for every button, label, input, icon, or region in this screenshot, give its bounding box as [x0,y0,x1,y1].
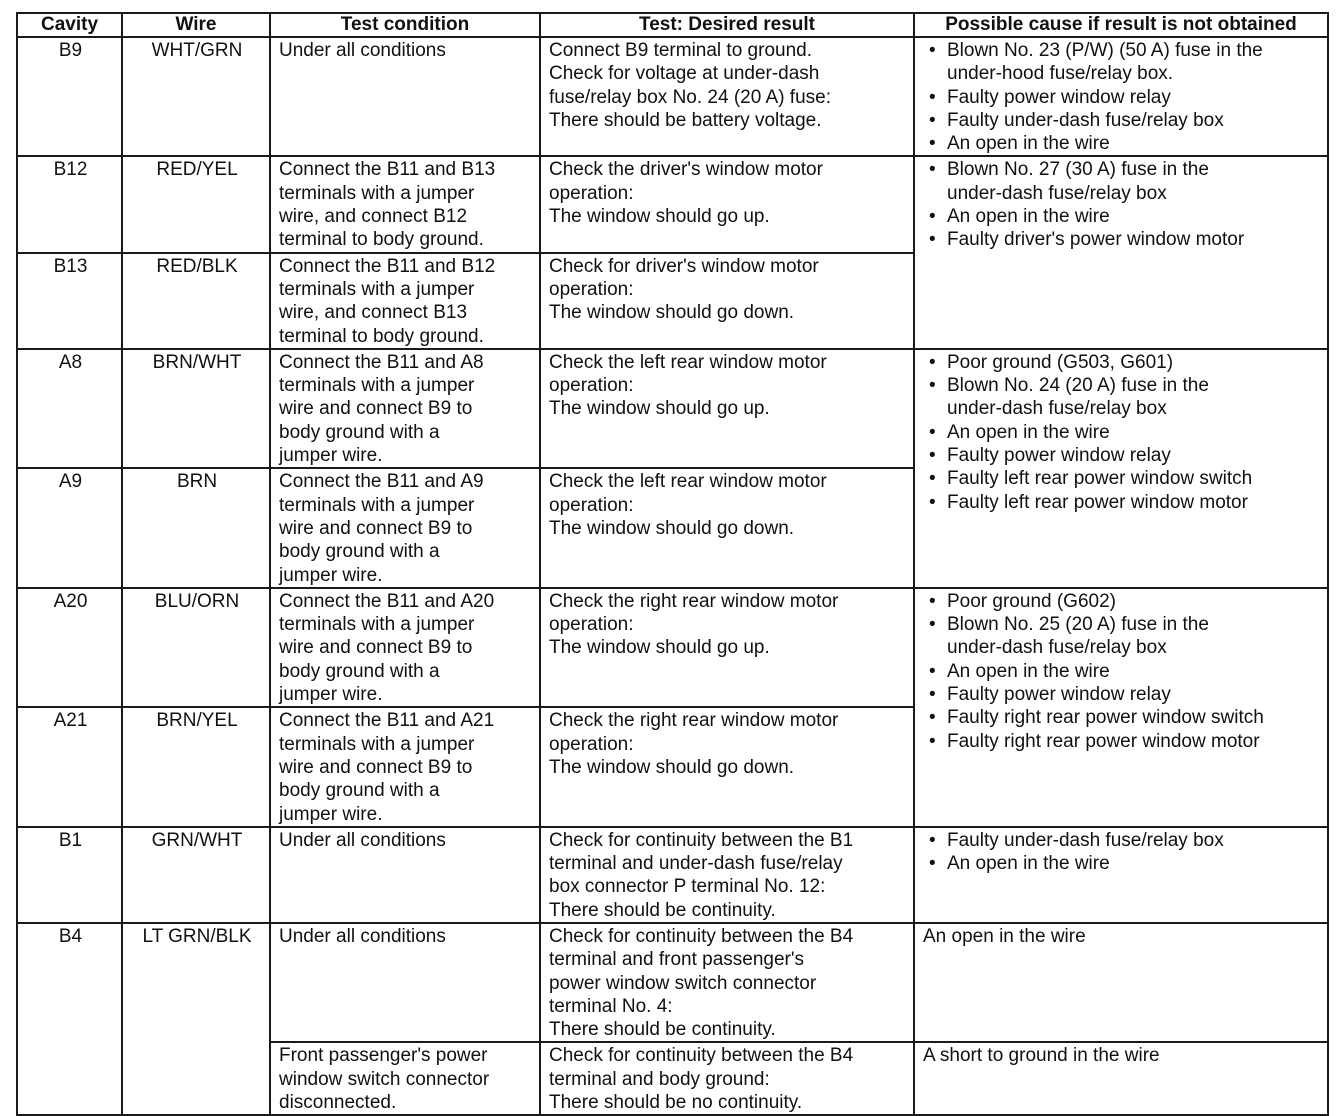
cause-item: • An open in the wire [947,852,1321,875]
cause-cell [914,588,1328,827]
header-desired-result: Test: Desired result [540,13,914,37]
cause-item: • Blown No. 23 (P/W) (50 A) fuse in the [947,39,1321,62]
result-line: operation: [549,614,634,636]
wire-cell: RED/YEL [122,156,270,252]
condition-line: Under all conditions [279,829,446,851]
condition-line: Connect the B11 and A8 [279,351,484,373]
header-row [17,13,1328,37]
wire-cell: LT GRN/BLK [122,923,270,1115]
cause-item: • Blown No. 25 (20 A) fuse in the [947,613,1321,636]
cause-item-continued: under-dash fuse/relay box [947,398,1167,420]
wire-cell: WHT/GRN [122,37,270,156]
wire-cell: GRN/WHT [122,827,270,923]
condition-cell [270,588,540,707]
cause-item: • Faulty power window relay [947,86,1321,109]
condition-cell [270,827,540,923]
condition-cell [270,253,540,349]
cause-item: • Faulty driver's power window motor [947,228,1321,251]
cavity-cell: A8 [17,349,122,468]
result-line: Check the driver's window motor [549,159,823,181]
result-line: There should be continuity. [549,1019,776,1041]
cavity-cell: B1 [17,827,122,923]
cause-cell [914,37,1328,156]
condition-line: terminals with a jumper [279,182,475,204]
condition-line: Connect the B11 and A21 [279,710,495,732]
condition-line: terminals with a jumper [279,614,475,636]
cause-item: • Faulty right rear power window motor [947,730,1321,753]
cause-item: • Poor ground (G602) [947,590,1321,613]
table-row [17,923,1328,1042]
condition-line: jumper wire. [279,684,383,706]
result-line: power window switch connector [549,972,817,994]
condition-line: body ground with a [279,780,440,802]
cause-list [923,590,1321,753]
cavity-cell: B12 [17,156,122,252]
result-line: The window should go down. [549,756,795,778]
result-line: terminal No. 4: [549,995,673,1017]
result-line: The window should go up. [549,398,770,420]
cause-cell [914,827,1328,923]
condition-line: terminal to body ground. [279,229,484,251]
condition-line: Connect the B11 and A9 [279,471,484,493]
condition-line: terminal to body ground. [279,325,484,347]
cause-item: • An open in the wire [947,421,1321,444]
result-line: terminal and under-dash fuse/relay [549,853,843,875]
cavity-cell: B4 [17,923,122,1115]
cause-item: • An open in the wire [947,660,1321,683]
condition-cell [270,37,540,156]
cavity-cell: A21 [17,707,122,826]
table-row [17,37,1328,156]
condition-line: Connect the B11 and A20 [279,590,495,612]
condition-line: jumper wire. [279,564,383,586]
condition-line: wire and connect B9 to [279,756,473,778]
result-line: The window should go down. [549,517,795,539]
cavity-cell: B9 [17,37,122,156]
cause-item-continued: under-dash fuse/relay box [947,182,1167,204]
result-line: The window should go down. [549,302,795,324]
result-line: There should be battery voltage. [549,109,822,131]
result-line: Check the left rear window motor [549,351,827,373]
result-line: Check for continuity between the B4 [549,1045,854,1067]
result-line: Connect B9 terminal to ground. [549,40,812,61]
result-cell [540,827,914,923]
condition-line: jumper wire. [279,803,383,825]
table-row [17,827,1328,923]
result-line: operation: [549,278,634,300]
cause-item: • Faulty power window relay [947,683,1321,706]
result-cell [540,468,914,587]
cause-item: • An open in the wire [947,132,1321,155]
condition-line: Front passenger's power [279,1045,488,1067]
header-test-condition: Test condition [270,13,540,37]
condition-line: wire, and connect B12 [279,206,468,228]
result-line: Check for voltage at under-dash [549,63,820,85]
table-row [17,349,1328,468]
condition-line: wire and connect B9 to [279,517,473,539]
condition-line: terminals with a jumper [279,375,475,397]
result-line: box connector P terminal No. 12: [549,876,826,898]
wire-cell: BRN/YEL [122,707,270,826]
cavity-cell: A20 [17,588,122,707]
cause-item: • Faulty right rear power window switch [947,706,1321,729]
cavity-cell: A9 [17,468,122,587]
condition-line: terminals with a jumper [279,494,475,516]
result-cell [540,1042,914,1115]
condition-line: Under all conditions [279,925,446,947]
condition-cell [270,707,540,826]
result-cell [540,923,914,1042]
cause-list [923,158,1321,251]
result-line: terminal and body ground: [549,1068,770,1090]
result-cell [540,156,914,252]
result-line: Check for continuity between the B1 [549,829,854,851]
result-line: Check the right rear window motor [549,710,839,732]
condition-cell [270,156,540,252]
cause-cell [914,349,1328,588]
header-wire: Wire [122,13,270,37]
result-line: There should be continuity. [549,899,776,921]
condition-line: window switch connector [279,1068,490,1090]
cause-item: • Faulty under-dash fuse/relay box [947,829,1321,852]
result-line: terminal and front passenger's [549,949,804,971]
table-row [17,156,1328,252]
header-possible-cause: Possible cause if result is not obtained [914,13,1328,37]
cause-text: An open in the wire [923,925,1086,947]
result-line: Check for continuity between the B4 [549,925,854,947]
condition-line: wire and connect B9 to [279,637,473,659]
result-line: Check the left rear window motor [549,471,827,493]
condition-line: Connect the B11 and B13 [279,159,496,181]
cause-item: • Faulty under-dash fuse/relay box [947,109,1321,132]
cause-list [923,829,1321,876]
condition-cell [270,1042,540,1115]
condition-cell [270,349,540,468]
condition-cell [270,468,540,587]
cause-item-continued: under-hood fuse/relay box. [947,63,1174,85]
cause-item: • Blown No. 27 (30 A) fuse in the [947,158,1321,181]
cause-list [923,351,1321,514]
cause-item: • Faulty power window relay [947,444,1321,467]
header-cavity: Cavity [17,13,122,37]
result-cell [540,349,914,468]
condition-line: disconnected. [279,1092,397,1114]
cause-cell [914,156,1328,348]
cause-list [923,39,1321,155]
circuit-test-table [16,12,1329,1116]
result-line: operation: [549,182,634,204]
condition-line: body ground with a [279,541,440,563]
result-line: The window should go up. [549,637,770,659]
cause-item: • Faulty left rear power window motor [947,491,1321,514]
condition-line: terminals with a jumper [279,278,475,300]
result-line: operation: [549,494,634,516]
cause-item-continued: under-dash fuse/relay box [947,637,1167,659]
wire-cell: BLU/ORN [122,588,270,707]
cause-cell [914,923,1328,1042]
result-cell [540,37,914,156]
cause-text: A short to ground in the wire [923,1045,1160,1067]
condition-line: Under all conditions [279,40,446,61]
condition-line: jumper wire. [279,445,383,467]
wire-cell: BRN/WHT [122,349,270,468]
result-line: Check for driver's window motor [549,255,819,277]
condition-line: wire and connect B9 to [279,398,473,420]
cause-cell [914,1042,1328,1115]
result-line: The window should go up. [549,206,770,228]
cause-item: • An open in the wire [947,205,1321,228]
cavity-cell: B13 [17,253,122,349]
result-line: There should be no continuity. [549,1092,803,1114]
condition-line: wire, and connect B13 [279,302,468,324]
condition-line: terminals with a jumper [279,733,475,755]
wire-cell: BRN [122,468,270,587]
cause-item: • Poor ground (G503, G601) [947,351,1321,374]
result-cell [540,253,914,349]
table-row [17,588,1328,707]
result-line: fuse/relay box No. 24 (20 A) fuse: [549,86,831,108]
cause-item: • Faulty left rear power window switch [947,467,1321,490]
condition-line: body ground with a [279,421,440,443]
cause-item: • Blown No. 24 (20 A) fuse in the [947,374,1321,397]
result-cell [540,588,914,707]
result-cell [540,707,914,826]
result-line: Check the right rear window motor [549,590,839,612]
result-line: operation: [549,375,634,397]
result-line: operation: [549,733,634,755]
condition-line: body ground with a [279,660,440,682]
condition-line: Connect the B11 and B12 [279,255,496,277]
wire-cell: RED/BLK [122,253,270,349]
condition-cell [270,923,540,1042]
